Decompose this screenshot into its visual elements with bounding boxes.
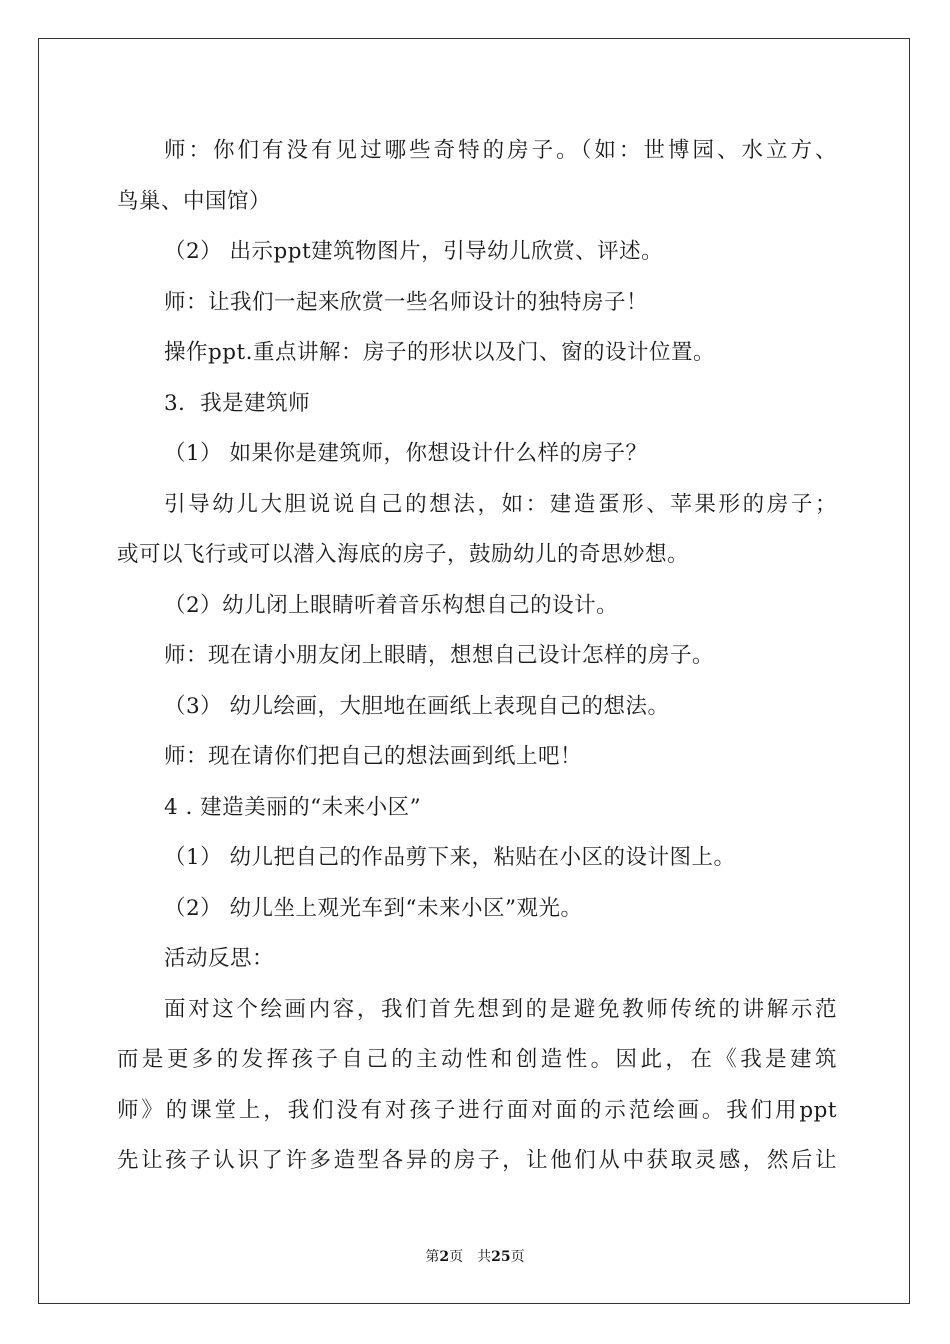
text-line: 而是更多的发挥孩子自己的主动性和创造性。因此，在《我是建筑 <box>117 1047 837 1072</box>
text-line: 引导幼儿大胆说说自己的想法，如：建造蛋形、苹果形的房子； <box>164 491 837 517</box>
text-line: 师：你们有没有见过哪些奇特的房子。（如：世博园、水立方、 <box>164 138 837 163</box>
text-line: （2） 出示ppt建筑物图片，引导幼儿欣赏、评述。 <box>164 239 664 264</box>
text-line: （1） 幼儿把自己的作品剪下来，粘贴在小区的设计图上。 <box>164 845 736 870</box>
text-line: 师》的课堂上，我们没有对孩子进行面对面的示范绘画。我们用ppt <box>117 1097 837 1123</box>
text-line: （1） 如果你是建筑师，你想设计什么样的房子？ <box>164 441 648 466</box>
section-heading: 活动反思： <box>164 946 275 971</box>
total-page-count: 25 <box>491 1249 511 1265</box>
section-heading: 3．我是建筑师 <box>164 390 311 416</box>
current-page-number: 2 <box>439 1249 450 1265</box>
text-line: （3） 幼儿绘画，大胆地在画纸上表现自己的想法。 <box>164 693 670 719</box>
document-body <box>117 126 837 1187</box>
footer-suffix: 页 <box>510 1249 525 1265</box>
section-heading: 4 . 建造美丽的“未来小区” <box>164 794 422 820</box>
text-line: 鸟巢、中国馆） <box>117 188 272 214</box>
text-line: （2） 幼儿坐上观光车到“未来小区”观光。 <box>164 895 583 921</box>
footer-total-prefix: 共 <box>477 1249 492 1265</box>
text-line: 或可以飞行或可以潜入海底的房子，鼓励幼儿的奇思妙想。 <box>117 542 690 567</box>
text-line: 师：现在请小朋友闭上眼睛，想想自己设计怎样的房子。 <box>164 643 715 668</box>
page-footer <box>0 1246 950 1266</box>
text-line: 师：让我们一起来欣赏一些名师设计的独特房子！ <box>164 289 649 315</box>
footer-mid: 页 <box>449 1249 464 1265</box>
text-line: （2）幼儿闭上眼睛听着音乐构想自己的设计。 <box>164 592 619 618</box>
footer-prefix: 第 <box>425 1249 440 1265</box>
text-line: 先让孩子认识了许多造型各异的房子，让他们从中获取灵感，然后让 <box>117 1148 837 1173</box>
text-line: 操作ppt.重点讲解：房子的形状以及门、窗的设计位置。 <box>164 340 716 365</box>
text-line: 面对这个绘画内容，我们首先想到的是避免教师传统的讲解示范 <box>164 996 837 1022</box>
text-line: 师：现在请你们把自己的想法画到纸上吧！ <box>164 744 583 769</box>
